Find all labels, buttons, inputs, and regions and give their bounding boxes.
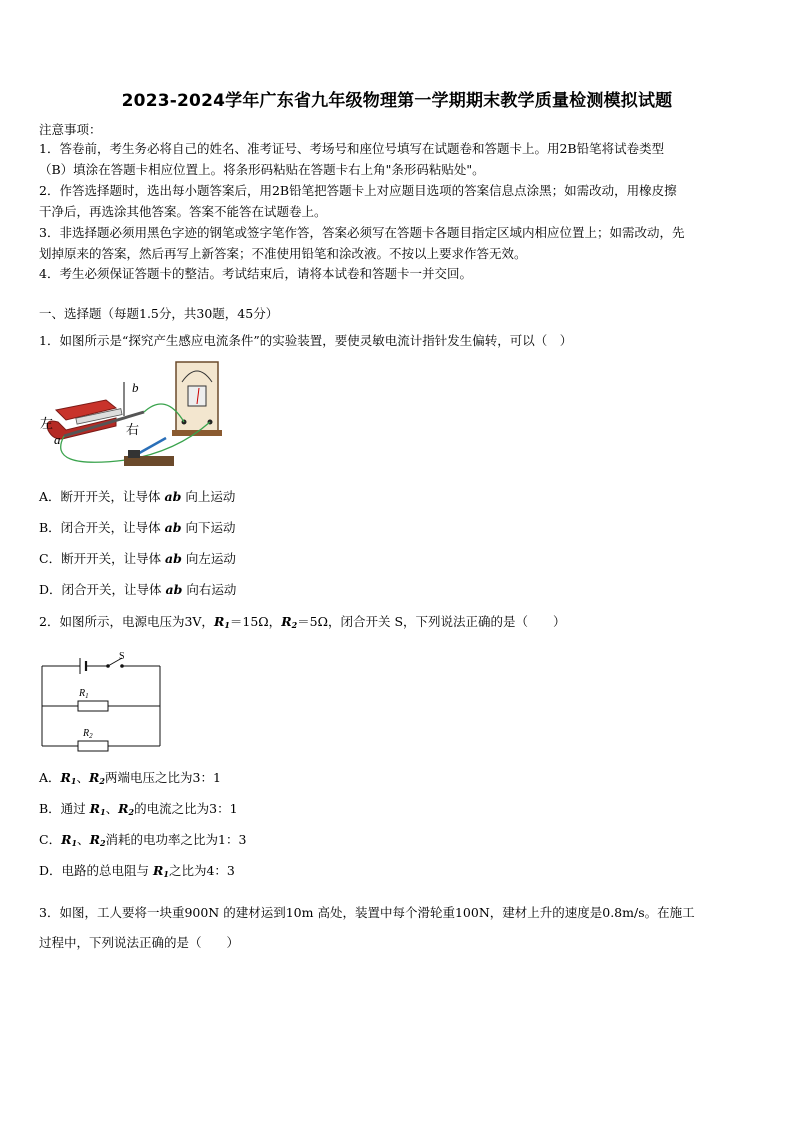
- question-3-stem: 3．如图，工人要将一块重900N 的建材运到10m 高处，装置中每个滑轮重100N，建材上升的速度是0.8m/s。在施工: [39, 905, 695, 920]
- label-b: b: [132, 380, 139, 395]
- parallel-circuit-figure: [38, 646, 168, 752]
- label-right: 右: [126, 422, 140, 437]
- question-2-stem: 2．如图所示，电源电压为3V，$R_1=15\Omega$，$R_2=5\Omega$，闭合开关 S，下列说法正确的是（ ）: [39, 614, 566, 630]
- question-3-stem-cont: 过程中，下列说法正确的是（ ）: [39, 935, 240, 950]
- switch-pivot: [106, 664, 110, 668]
- q1-option-b: B．闭合开关，让导体 ab 向下运动: [39, 520, 236, 535]
- label-left: 左: [40, 416, 54, 431]
- induction-apparatus-figure: [36, 352, 236, 482]
- notice-line: 1．答卷前，考生务必将自己的姓名、准考证号、考场号和座位号填写在试题卷和答题卡上。用2B铅笔将试卷类型: [39, 141, 665, 156]
- page-title: 2023-2024学年广东省九年级物理第一学期期末教学质量检测模拟试题: [121, 91, 673, 111]
- notice-line: 干净后，再选涂其他答案。答案不能答在试题卷上。: [39, 204, 327, 219]
- q2-option-a: A．$R_1$、$R_2$两端电压之比为3：1: [39, 770, 221, 786]
- r2-label: $R_2$: [83, 728, 93, 740]
- switch-label: S: [119, 651, 125, 662]
- resistor-r2: [78, 741, 108, 751]
- switch-contact: [120, 664, 124, 668]
- notice-line: 划掉原来的答案，然后再写上新答案；不准使用铅笔和涂改液。不按以上要求作答无效。: [39, 246, 527, 261]
- q1-option-d: D．闭合开关，让导体 ab 向右运动: [39, 582, 237, 597]
- question-1-stem: 1．如图所示是“探究产生感应电流条件”的实验装置，要使灵敏电流计指针发生偏转，可以（ ）: [39, 333, 573, 348]
- section-heading: 一、选择题（每题1.5分，共30题，45分）: [39, 306, 279, 321]
- r1-label: $R_1$: [79, 688, 89, 700]
- q2-option-c: C．$R_1$、$R_2$消耗的电功率之比为1：3: [39, 832, 247, 848]
- q1-option-a: A．断开开关，让导体 ab 向上运动: [39, 489, 236, 504]
- notice-line: 2．作答选择题时，选出每小题答案后，用2B铅笔把答题卡上对应题目选项的答案信息点涂黑；如需改动，用橡皮擦: [39, 183, 677, 198]
- switch-post: [128, 450, 140, 458]
- q2-option-b: B．通过 $R_1$、$R_2$的电流之比为3：1: [39, 801, 238, 817]
- resistor-r1: [78, 701, 108, 711]
- notice-line: （B）填涂在答题卡相应位置上。将条形码粘贴在答题卡右上角"条形码粘贴处"。: [39, 162, 485, 177]
- label-a: a: [54, 432, 61, 447]
- notice-line: 4．考生必须保证答题卡的整洁。考试结束后，请将本试卷和答题卡一并交回。: [39, 266, 472, 281]
- q2-option-d: D．电路的总电阻与 $R_1$之比为4：3: [39, 863, 235, 879]
- notice-heading: 注意事项：: [39, 122, 102, 137]
- notice-line: 3．非选择题必须用黑色字迹的钢笔或签字笔作答，答案必须写在答题卡各题目指定区域内相应位置上；如需改动，先: [39, 225, 685, 240]
- q1-option-c: C．断开开关，让导体 ab 向左运动: [39, 551, 236, 566]
